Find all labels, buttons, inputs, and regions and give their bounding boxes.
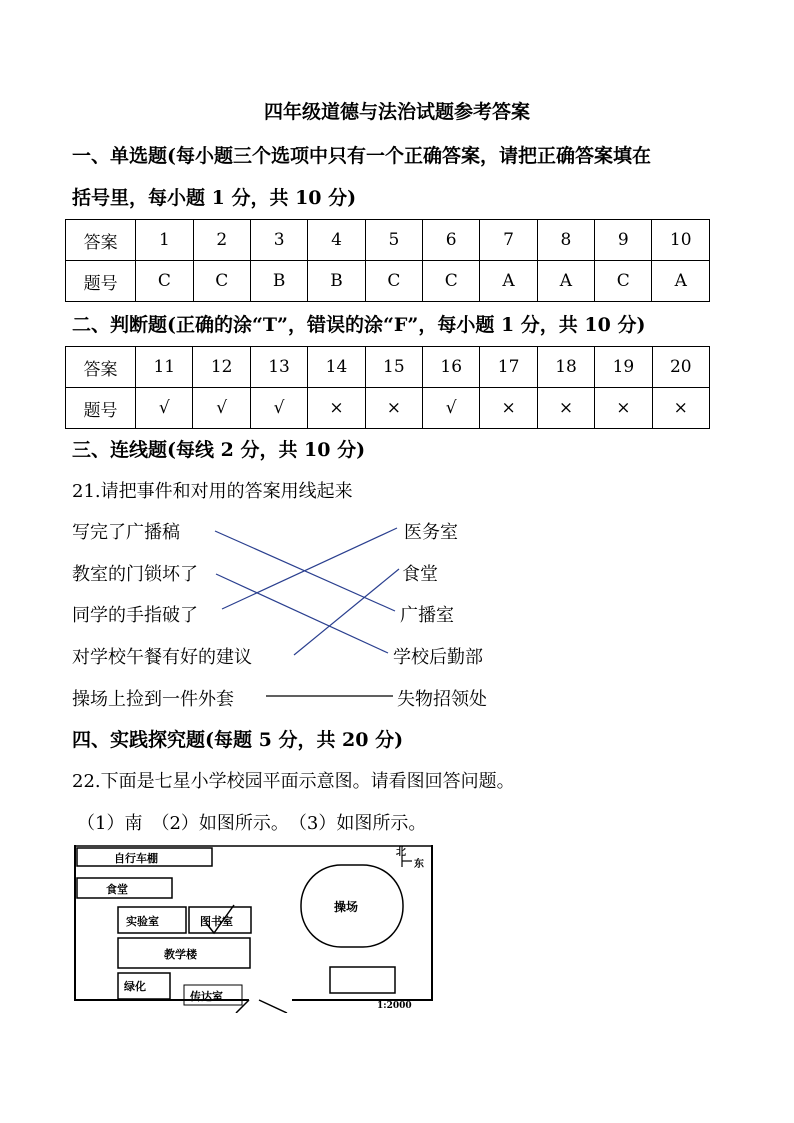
- match-right-item: 失物招领处: [397, 689, 487, 710]
- section1-heading-line1: 一、单选题(每小题三个选项中只有一个正确答案，请把正确答案填在: [72, 145, 651, 167]
- empty-plot-box: [330, 967, 395, 993]
- match-line: [222, 528, 397, 609]
- table-cell: 10: [652, 220, 710, 261]
- table-cell: ×: [595, 388, 652, 429]
- table-cell: A: [652, 261, 710, 302]
- table-cell: 11: [136, 347, 193, 388]
- table-cell: A: [480, 261, 537, 302]
- table-cell: 13: [250, 347, 307, 388]
- table-cell: 19: [595, 347, 652, 388]
- table-cell: C: [595, 261, 652, 302]
- section2-heading: 二、判断题(正确的涂“T”，错误的涂“F”，每小题 1 分，共 10 分): [72, 314, 646, 336]
- table-cell: 18: [537, 347, 594, 388]
- match-left-item: 操场上捡到一件外套: [72, 689, 234, 710]
- table-cell: 1: [136, 220, 193, 261]
- table-cell: 20: [652, 347, 709, 388]
- map-label-playground: 操场: [334, 900, 359, 914]
- table-cell: √: [250, 388, 307, 429]
- map-label-teaching-building: 教学楼: [164, 948, 197, 961]
- table-cell: 17: [480, 347, 537, 388]
- map-label-library: 图书室: [200, 915, 233, 928]
- match-right-item: 食堂: [402, 564, 438, 585]
- map-label-greenery: 绿化: [124, 980, 146, 993]
- match-line: [294, 569, 399, 655]
- map-label-canteen: 食堂: [106, 883, 128, 896]
- row-label: 答案: [66, 220, 136, 261]
- section1-heading-line2: 括号里，每小题 1 分，共 10 分): [72, 187, 357, 209]
- table-cell: 9: [595, 220, 652, 261]
- match-right-item: 医务室: [404, 522, 458, 543]
- table-cell: 6: [423, 220, 480, 261]
- table-cell: A: [537, 261, 594, 302]
- map-label-north: 北: [396, 847, 406, 858]
- table-cell: ×: [537, 388, 594, 429]
- table-cell: 4: [308, 220, 365, 261]
- row-label: 答案: [66, 347, 136, 388]
- table-cell: 8: [537, 220, 594, 261]
- section3-heading: 三、连线题(每线 2 分，共 10 分): [72, 439, 366, 461]
- table-cell: B: [250, 261, 307, 302]
- table-cell: ×: [652, 388, 709, 429]
- map-label-gatehouse: 传达室: [190, 990, 223, 1003]
- page-title: 四年级道德与法治试题参考答案: [263, 101, 530, 123]
- question-22: 22.下面是七星小学校园平面示意图。请看图回答问题。: [72, 771, 515, 792]
- table-cell: 16: [423, 347, 480, 388]
- table-cell: 14: [308, 347, 365, 388]
- map-label-lab: 实验室: [126, 915, 159, 928]
- table-cell: C: [423, 261, 480, 302]
- table-cell: √: [193, 388, 250, 429]
- row-label: 题号: [66, 261, 136, 302]
- table-cell: 2: [193, 220, 250, 261]
- table-cell: C: [193, 261, 250, 302]
- match-line: [216, 574, 388, 653]
- answer-line-22: （1）南 （2）如图所示。 （3）如图所示。: [77, 813, 427, 834]
- table-cell: ×: [480, 388, 537, 429]
- table-cell: 3: [250, 220, 307, 261]
- section4-heading: 四、实践探究题(每题 5 分，共 20 分): [72, 729, 404, 751]
- row-label: 题号: [66, 388, 136, 429]
- map-label-east: 东: [414, 859, 424, 870]
- match-left-item: 同学的手指破了: [72, 605, 198, 626]
- map-label-bike-shed: 自行车棚: [114, 852, 158, 865]
- table-cell: ×: [365, 388, 422, 429]
- table-cell: C: [365, 261, 422, 302]
- table-cell: 7: [480, 220, 537, 261]
- table-cell: C: [136, 261, 193, 302]
- match-left-item: 教室的门锁坏了: [72, 564, 198, 585]
- match-right-item: 广播室: [400, 605, 454, 626]
- table-cell: ×: [308, 388, 365, 429]
- table-cell: 15: [365, 347, 422, 388]
- table-cell: B: [308, 261, 365, 302]
- match-right-item: 学校后勤部: [393, 647, 483, 668]
- table-cell: √: [423, 388, 480, 429]
- table-cell: √: [136, 388, 193, 429]
- table-cell: 5: [365, 220, 422, 261]
- question-21: 21.请把事件和对用的答案用线起来: [72, 481, 353, 502]
- match-left-item: 对学校午餐有好的建议: [72, 647, 252, 668]
- match-left-item: 写完了广播稿: [72, 522, 180, 543]
- table-cell: 12: [193, 347, 250, 388]
- map-scale: 1:2000: [377, 1001, 412, 1011]
- campus-map: [74, 845, 434, 1013]
